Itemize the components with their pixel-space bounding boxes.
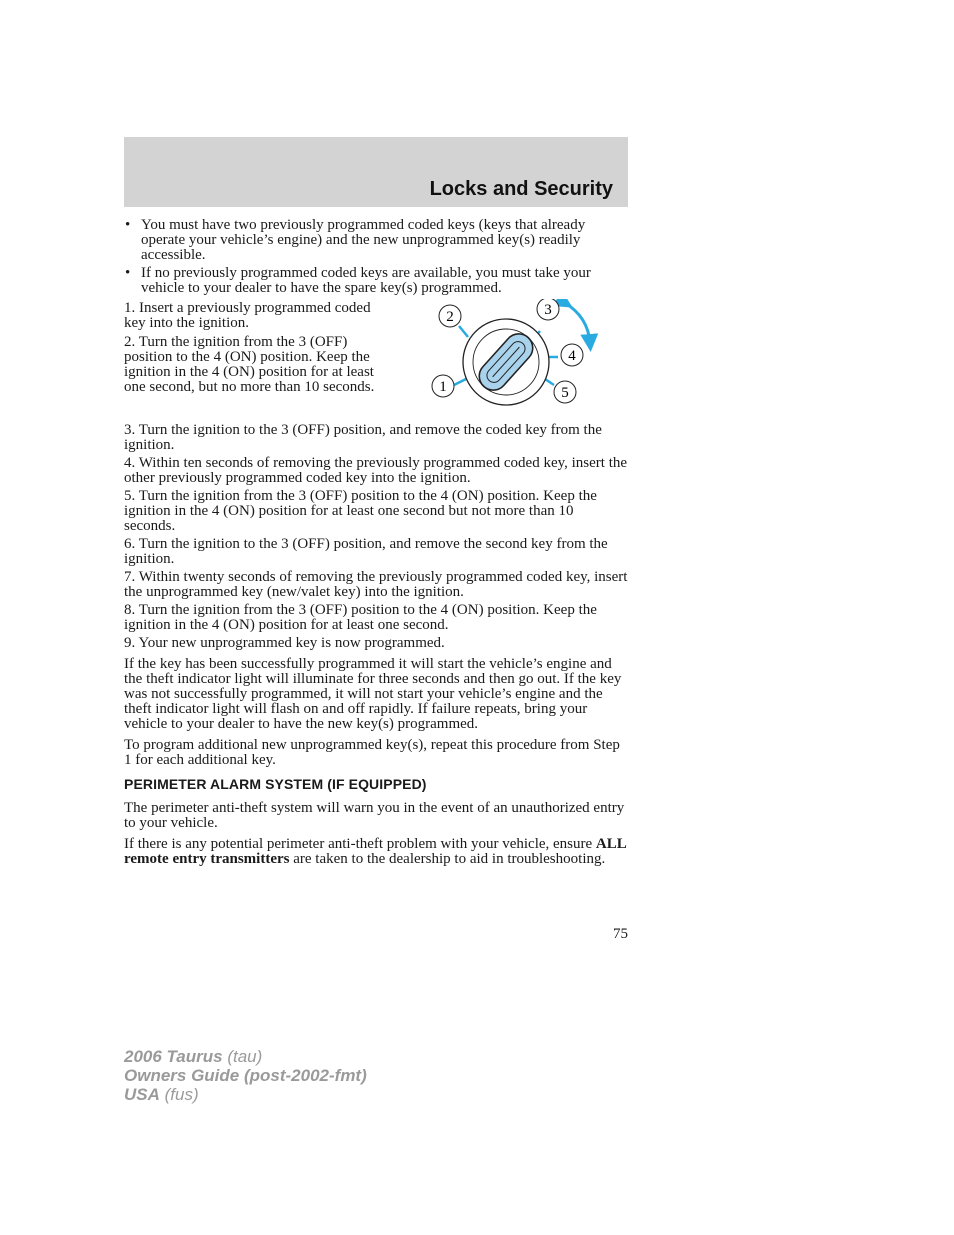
rotation-arrow-icon [565, 303, 590, 343]
leader-line [459, 326, 468, 337]
page-number: 75 [613, 926, 628, 942]
step-4: 4. Within ten seconds of removing the previously programmed coded key, insert the other previously programmed coded key into the ignition. [124, 455, 628, 486]
position-label-2 [439, 305, 461, 327]
additional-keys-paragraph: To program additional new unprogrammed key(s), repeat this procedure from Step 1 for each additional key. [124, 737, 620, 768]
step-6: 6. Turn the ignition to the 3 (OFF) position, and remove the second key from the ignition. [124, 536, 608, 567]
step-5: 5. Turn the ignition from the 3 (OFF) position to the 4 (ON) position. Keep the ignition in the 4 (ON) position for at least one second but not more than 10 seconds. [124, 488, 597, 534]
svg-text:5: 5 [561, 385, 569, 401]
bullet-icon: • [125, 265, 131, 281]
svg-text:3: 3 [544, 302, 552, 318]
footer-line-2: Owners Guide (post-2002-fmt) [124, 1066, 367, 1085]
footer-line-1: 2006 Taurus (tau) [124, 1047, 263, 1066]
position-label-4 [561, 344, 583, 366]
header-title: Locks and Security [429, 178, 613, 200]
step-2: 2. Turn the ignition from the 3 (OFF) position to the 4 (ON) position. Keep the ignition in the 4 (ON) position for at least one second, but no more than 10 seconds. [124, 334, 375, 395]
step-7: 7. Within twenty seconds of removing the previously programmed coded key, insert the unprogrammed key (new/valet key) into the ignition. [124, 569, 628, 600]
footer [124, 1047, 367, 1104]
step-9: 9. Your new unprogrammed key is now programmed. [124, 635, 445, 651]
step-8: 8. Turn the ignition from the 3 (OFF) position to the 4 (ON) position. Keep the ignition in the 4 (ON) position for at least one second. [124, 602, 597, 633]
step-1: 1. Insert a previously programmed coded key into the ignition. [124, 300, 371, 331]
figure-block [124, 301, 628, 423]
section-heading: PERIMETER ALARM SYSTEM (IF EQUIPPED) [124, 776, 427, 792]
bullet-item: • You must have two previously programmed coded keys (keys that already operate your vehicle’s engine) and the new unprogrammed key(s) readily accessible. [125, 217, 586, 263]
perimeter-paragraph-1: The perimeter anti-theft system will warn you in the event of an unauthorized entry to your vehicle. [124, 800, 625, 831]
bullet-list [124, 218, 628, 296]
position-label-1 [432, 375, 454, 397]
bullet-icon: • [125, 217, 131, 233]
footer-line-3: USA (fus) [124, 1085, 199, 1104]
svg-text:1: 1 [439, 379, 447, 395]
ignition-diagram [426, 299, 606, 415]
perimeter-paragraph-2: If there is any potential perimeter anti-theft problem with your vehicle, ensure ALL remote entry transmitters are taken to the dealership to aid in troubleshooting. [124, 836, 626, 867]
leader-line [454, 379, 466, 385]
svg-text:4: 4 [568, 348, 576, 364]
success-paragraph: If the key has been successfully programmed it will start the vehicle’s engine and the theft indicator light will illuminate for three seconds and then go out. If the key was not successfully programmed, it will not start your vehicle’s engine and the theft indicator light will flash on and off rapidly. If failure repeats, bring your vehicle to your dealer to have the new key(s) programmed. [124, 656, 622, 732]
step-3: 3. Turn the ignition to the 3 (OFF) position, and remove the coded key from the ignition. [124, 422, 602, 453]
step-list [124, 423, 628, 651]
bullet-item: • If no previously programmed coded keys are available, you must take your vehicle to your dealer to have the spare key(s) programmed. [125, 265, 591, 296]
page-content [124, 218, 628, 867]
position-label-3 [537, 299, 559, 320]
figure-steps [124, 301, 384, 395]
svg-text:2: 2 [446, 309, 454, 325]
position-label-5 [554, 381, 576, 403]
section-header [124, 137, 628, 207]
